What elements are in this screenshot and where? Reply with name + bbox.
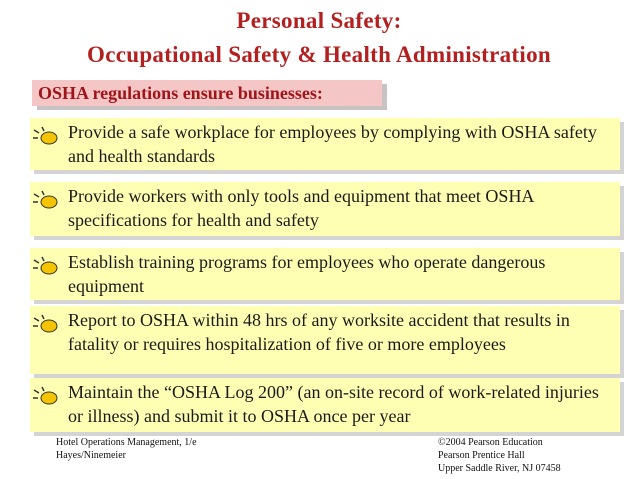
bullet-text: Establish training programs for employees who operate dangerous equipment (68, 252, 546, 296)
footer-book-title: Hotel Operations Management, 1/e (56, 437, 197, 448)
bullet-item-4 (30, 306, 620, 374)
lightbulb-icon (32, 386, 62, 408)
lightbulb-icon (32, 314, 62, 336)
subheading: OSHA regulations ensure businesses: (32, 80, 382, 106)
footer-authors: Hayes/Ninemeier (56, 450, 126, 461)
slide-title-line1: Personal Safety: (236, 8, 402, 33)
footer-left (56, 436, 197, 462)
bullet-item-2 (30, 182, 620, 236)
bullet-text: Provide workers with only tools and equipment that meet OSHA specifications for health and safety (68, 186, 534, 230)
footer-right (438, 436, 561, 475)
bullet-text: Provide a safe workplace for employees by complying with OSHA safety and health standards (68, 122, 597, 166)
slide-title-line2: Occupational Safety & Health Administration (87, 42, 551, 67)
footer-publisher: Pearson Prentice Hall (438, 450, 525, 461)
lightbulb-icon (32, 126, 62, 148)
lightbulb-icon (32, 190, 62, 212)
bullet-item-3 (30, 248, 620, 300)
bullet-text: Report to OSHA within 48 hrs of any worksite accident that results in fatality or requires hospitalization of five or more employees (68, 310, 570, 354)
lightbulb-icon (32, 256, 62, 278)
bullet-item-5 (30, 378, 620, 432)
footer-copyright: ©2004 Pearson Education (438, 437, 543, 448)
footer-address: Upper Saddle River, NJ 07458 (438, 463, 561, 474)
bullet-text: Maintain the “OSHA Log 200” (an on-site record of work-related injuries or illness) and submit it to OSHA once per year (68, 382, 599, 426)
bullet-item-1 (30, 118, 620, 170)
